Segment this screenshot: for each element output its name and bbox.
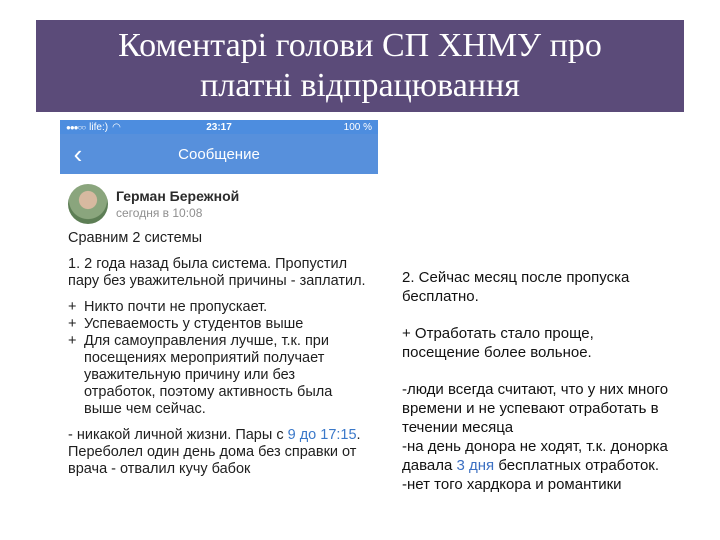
right-line-2 — [402, 437, 672, 475]
author-name[interactable]: Герман Бережной — [116, 188, 240, 204]
right-text-column — [402, 268, 672, 512]
signal-strength-icon: ●●●○○ — [66, 122, 86, 132]
post-point-1: 1. 2 года назад была система. Пропустил пару без уважительной причины - заплатил. — [68, 256, 366, 289]
right-line-1: -люди всегда считают, что у них много времени и не успевают отработать в течении месяца — [402, 381, 669, 436]
right-line-2-suffix: бесплатных отработок. — [494, 457, 660, 474]
nav-title: Сообщение — [178, 145, 260, 163]
signal-area — [66, 122, 186, 133]
plus-item-text: Никто почти не пропускает. — [84, 299, 268, 315]
slide-title-line-2: платні відпрацювання — [200, 67, 520, 104]
plus-mark: + — [68, 316, 77, 332]
wifi-icon: ◠ — [112, 121, 121, 133]
list-item — [68, 316, 370, 333]
right-block-1: 2. Сейчас месяц после пропуска бесплатно. — [402, 269, 630, 305]
right-line-3: -нет того хардкора и романтики — [402, 476, 622, 493]
status-bar — [60, 120, 378, 134]
plus-item-text: Успеваемость у студентов выше — [84, 316, 304, 332]
list-item — [68, 299, 370, 316]
post-time: сегодня в 10:08 — [116, 206, 203, 220]
post-body — [60, 224, 378, 478]
carrier-label: life:) — [89, 121, 109, 133]
list-item — [68, 333, 370, 418]
navigation-bar — [60, 134, 378, 174]
right-block-3 — [402, 380, 672, 494]
slide-title-line-1: Коментарі голови СП ХНМУ про — [118, 27, 602, 64]
post-intro: Сравним 2 системы — [68, 230, 203, 246]
right-line-2-accent: 3 дня — [456, 457, 495, 474]
phone-screenshot — [60, 120, 378, 540]
avatar[interactable] — [68, 184, 108, 224]
time-link[interactable]: 9 до 17:15 — [287, 427, 357, 443]
post-minus-paragraph — [68, 427, 370, 478]
slide-title — [36, 20, 684, 112]
plus-item-text: Для самоуправления лучше, т.к. при посещениях мероприятий получает уважительную причину или без отработок, поэтому активность была выше чем сейчас. — [84, 333, 333, 417]
minus-suffix: . Переболел один день дома без справки от врача - отвалил кучу бабок — [68, 427, 361, 477]
plus-list — [68, 299, 370, 418]
right-line-2-prefix: -на день донора не ходят, т.к. донорка давала — [402, 438, 668, 474]
plus-mark: + — [68, 299, 77, 315]
plus-mark: + — [68, 333, 77, 349]
status-time: 23:17 — [206, 121, 232, 133]
chevron-left-icon: ‹ — [73, 139, 83, 169]
minus-prefix: - никакой личной жизни. Пары с — [68, 427, 288, 443]
right-block-2: + Отработать стало проще, посещение более вольное. — [402, 325, 594, 361]
post-header — [60, 174, 378, 224]
battery-level: 100 % — [343, 121, 372, 133]
